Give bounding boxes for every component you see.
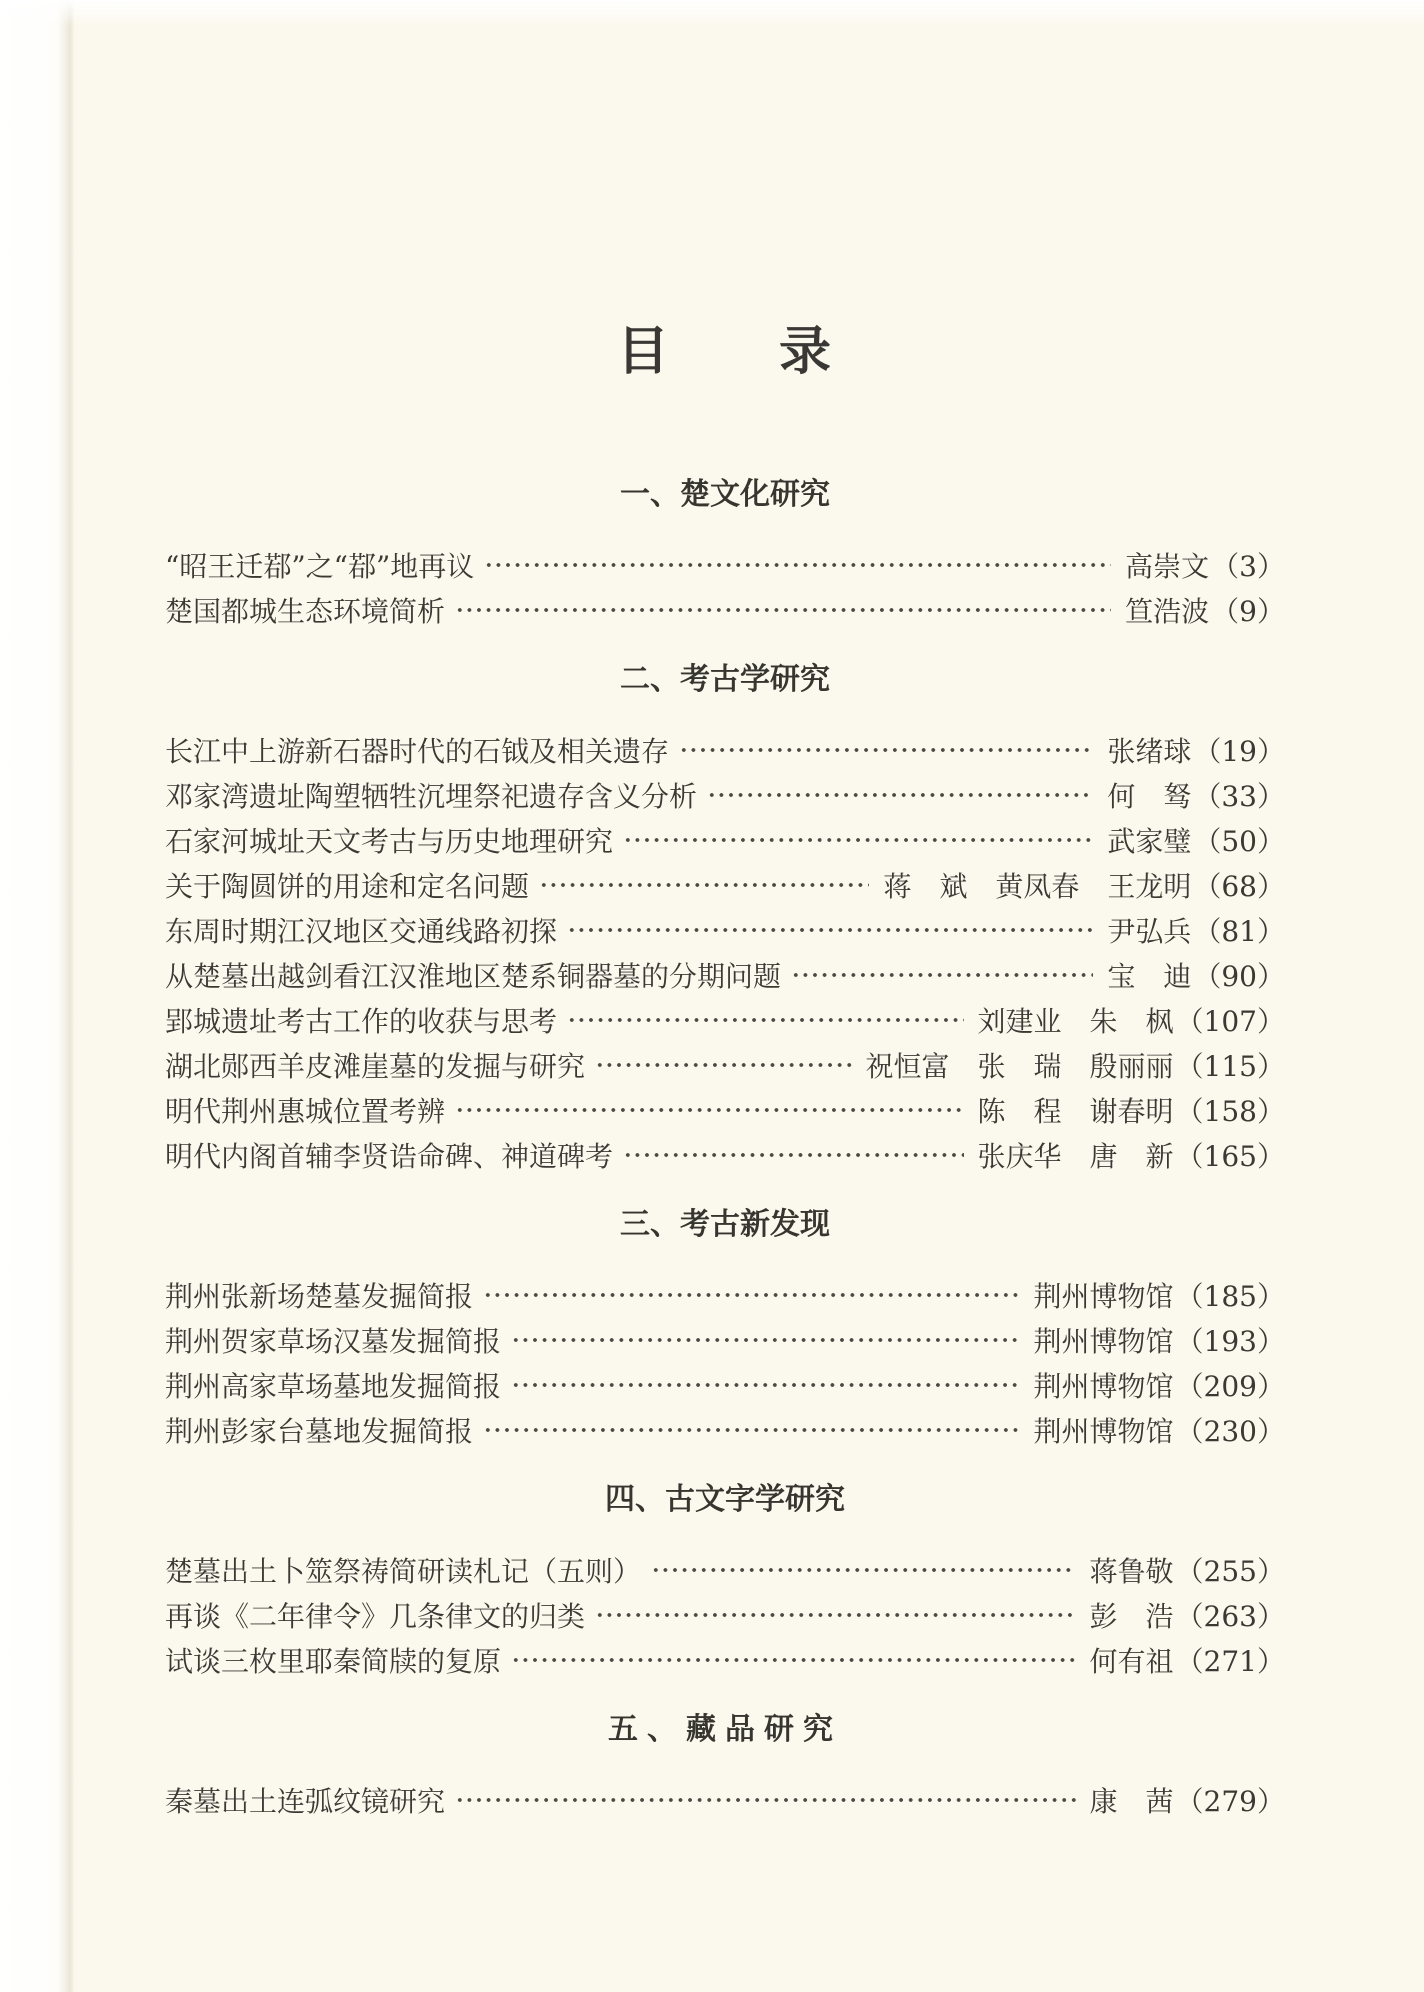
toc-entry: [165, 907, 1285, 952]
entry-authors: 尹弘兵: [1107, 914, 1192, 948]
entry-authors: 荆州博物馆: [1033, 1279, 1174, 1313]
toc-entry: [165, 1637, 1285, 1682]
entry-page: （263）: [1175, 1599, 1285, 1633]
dot-leader: [537, 862, 869, 907]
entry-title: 荆州高家草场墓地发掘简报: [165, 1369, 502, 1403]
entry-authors: 荆州博物馆: [1033, 1414, 1174, 1448]
entry-authors: 彭 浩: [1089, 1599, 1174, 1633]
scan-left-edge: [0, 0, 74, 1992]
entry-page: （209）: [1175, 1369, 1285, 1403]
entry-title: 明代荆州惠城位置考辨: [165, 1094, 446, 1128]
entry-page: （33）: [1193, 779, 1285, 813]
entry-page: （279）: [1175, 1784, 1285, 1818]
entry-title: 石家河城址天文考古与历史地理研究: [165, 824, 614, 858]
toc-entry: [165, 1592, 1285, 1637]
entry-title: 明代内阁首辅李贤诰命碑、神道碑考: [165, 1139, 614, 1173]
entry-page: （193）: [1175, 1324, 1285, 1358]
dot-leader: [453, 1087, 964, 1132]
entry-authors: 刘建业 朱 枫: [977, 1004, 1174, 1038]
toc-entry: [165, 1272, 1285, 1317]
dot-leader: [509, 1637, 1076, 1682]
entry-authors: 张绪球: [1107, 734, 1192, 768]
entry-title: 从楚墓出越剑看江汉淮地区楚系铜器墓的分期问题: [165, 959, 782, 993]
dot-leader: [565, 997, 964, 1042]
entry-page: （50）: [1193, 824, 1285, 858]
entry-title: 试谈三枚里耶秦简牍的复原: [165, 1644, 502, 1678]
entry-page: （19）: [1193, 734, 1285, 768]
entry-authors: 宝 迪: [1107, 959, 1192, 993]
entry-title: 郢城遗址考古工作的收获与思考: [165, 1004, 558, 1038]
entry-title: 东周时期江汉地区交通线路初探: [165, 914, 558, 948]
entry-page: （271）: [1175, 1644, 1285, 1678]
section-heading-1: 一、楚文化研究: [620, 477, 830, 512]
toc-content: [165, 0, 1285, 1822]
entry-title: 长江中上游新石器时代的石钺及相关遗存: [165, 734, 670, 768]
dot-leader: [509, 1317, 1020, 1362]
toc-entry: [165, 1317, 1285, 1362]
dot-leader: [453, 1777, 1076, 1822]
entry-title: 邓家湾遗址陶塑牺牲沉埋祭祀遗存含义分析: [165, 779, 698, 813]
entry-page: （158）: [1175, 1094, 1285, 1128]
toc-entry: [165, 952, 1285, 997]
dot-leader: [565, 907, 1093, 952]
entry-authors: 蒋 斌 黄凤春 王龙明: [883, 869, 1192, 903]
entry-page: （68）: [1193, 869, 1285, 903]
entry-page: （3）: [1211, 549, 1285, 583]
entry-title: 荆州贺家草场汉墓发掘简报: [165, 1324, 502, 1358]
toc-entry: [165, 727, 1285, 772]
dot-leader: [649, 1547, 1076, 1592]
toc-entry: [165, 1547, 1285, 1592]
section-heading-4: 四、古文字学研究: [605, 1482, 845, 1517]
entry-authors: 陈 程 谢春明: [977, 1094, 1174, 1128]
entry-title: 再谈《二年律令》几条律文的归类: [165, 1599, 586, 1633]
entry-authors: 祝恒富 张 瑞 殷丽丽: [865, 1049, 1174, 1083]
dot-leader: [482, 542, 1111, 587]
entry-page: （185）: [1175, 1279, 1285, 1313]
toc-entry: [165, 1087, 1285, 1132]
page-title: 目 录: [616, 321, 833, 382]
section-heading-5: 五、藏品研究: [608, 1712, 842, 1747]
toc-entry: [165, 1407, 1285, 1452]
dot-leader: [621, 817, 1093, 862]
entry-authors: 蒋鲁敬: [1089, 1554, 1174, 1588]
toc-entry: [165, 1042, 1285, 1087]
toc-entry: [165, 1362, 1285, 1407]
entry-page: （230）: [1175, 1414, 1285, 1448]
entry-page: （81）: [1193, 914, 1285, 948]
dot-leader: [621, 1132, 964, 1177]
toc-entry: [165, 997, 1285, 1042]
dot-leader: [481, 1407, 1020, 1452]
entry-page: （115）: [1175, 1049, 1285, 1083]
toc-entry: [165, 862, 1285, 907]
entry-page: （165）: [1175, 1139, 1285, 1173]
dot-leader: [593, 1042, 852, 1087]
entry-authors: 武家璧: [1107, 824, 1192, 858]
toc-entry: [165, 772, 1285, 817]
toc-entry: [165, 1777, 1285, 1822]
toc-entry: [165, 587, 1285, 632]
entry-page: （255）: [1175, 1554, 1285, 1588]
dot-leader: [677, 727, 1093, 772]
entry-title: 荆州彭家台墓地发掘简报: [165, 1414, 474, 1448]
toc-entry: [165, 817, 1285, 862]
entry-page: （90）: [1193, 959, 1285, 993]
dot-leader: [705, 772, 1093, 817]
entry-page: （9）: [1211, 594, 1285, 628]
toc-entry: [165, 1132, 1285, 1177]
entry-authors: 何 驽: [1107, 779, 1192, 813]
entry-title: 关于陶圆饼的用途和定名问题: [165, 869, 530, 903]
dot-leader: [509, 1362, 1020, 1407]
entry-title: 楚墓出土卜筮祭祷简研读札记（五则）: [165, 1554, 642, 1588]
entry-title: “昭王迁鄀”之“鄀”地再议: [165, 549, 475, 583]
toc-entry: [165, 542, 1285, 587]
entry-authors: 何有祖: [1089, 1644, 1174, 1678]
entry-authors: 荆州博物馆: [1033, 1324, 1174, 1358]
dot-leader: [481, 1272, 1020, 1317]
dot-leader: [453, 587, 1111, 632]
entry-title: 秦墓出土连弧纹镜研究: [165, 1784, 446, 1818]
dot-leader: [789, 952, 1093, 997]
entry-authors: 张庆华 唐 新: [977, 1139, 1174, 1173]
entry-title: 荆州张新场楚墓发掘简报: [165, 1279, 474, 1313]
entry-authors: 荆州博物馆: [1033, 1369, 1174, 1403]
entry-title: 楚国都城生态环境简析: [165, 594, 446, 628]
dot-leader: [593, 1592, 1076, 1637]
entry-authors: 高崇文: [1125, 549, 1210, 583]
entry-authors: 笪浩波: [1125, 594, 1210, 628]
section-heading-2: 二、考古学研究: [620, 662, 830, 697]
entry-page: （107）: [1175, 1004, 1285, 1038]
section-heading-3: 三、考古新发现: [620, 1207, 830, 1242]
entry-title: 湖北郧西羊皮滩崖墓的发掘与研究: [165, 1049, 586, 1083]
entry-authors: 康 茜: [1089, 1784, 1174, 1818]
